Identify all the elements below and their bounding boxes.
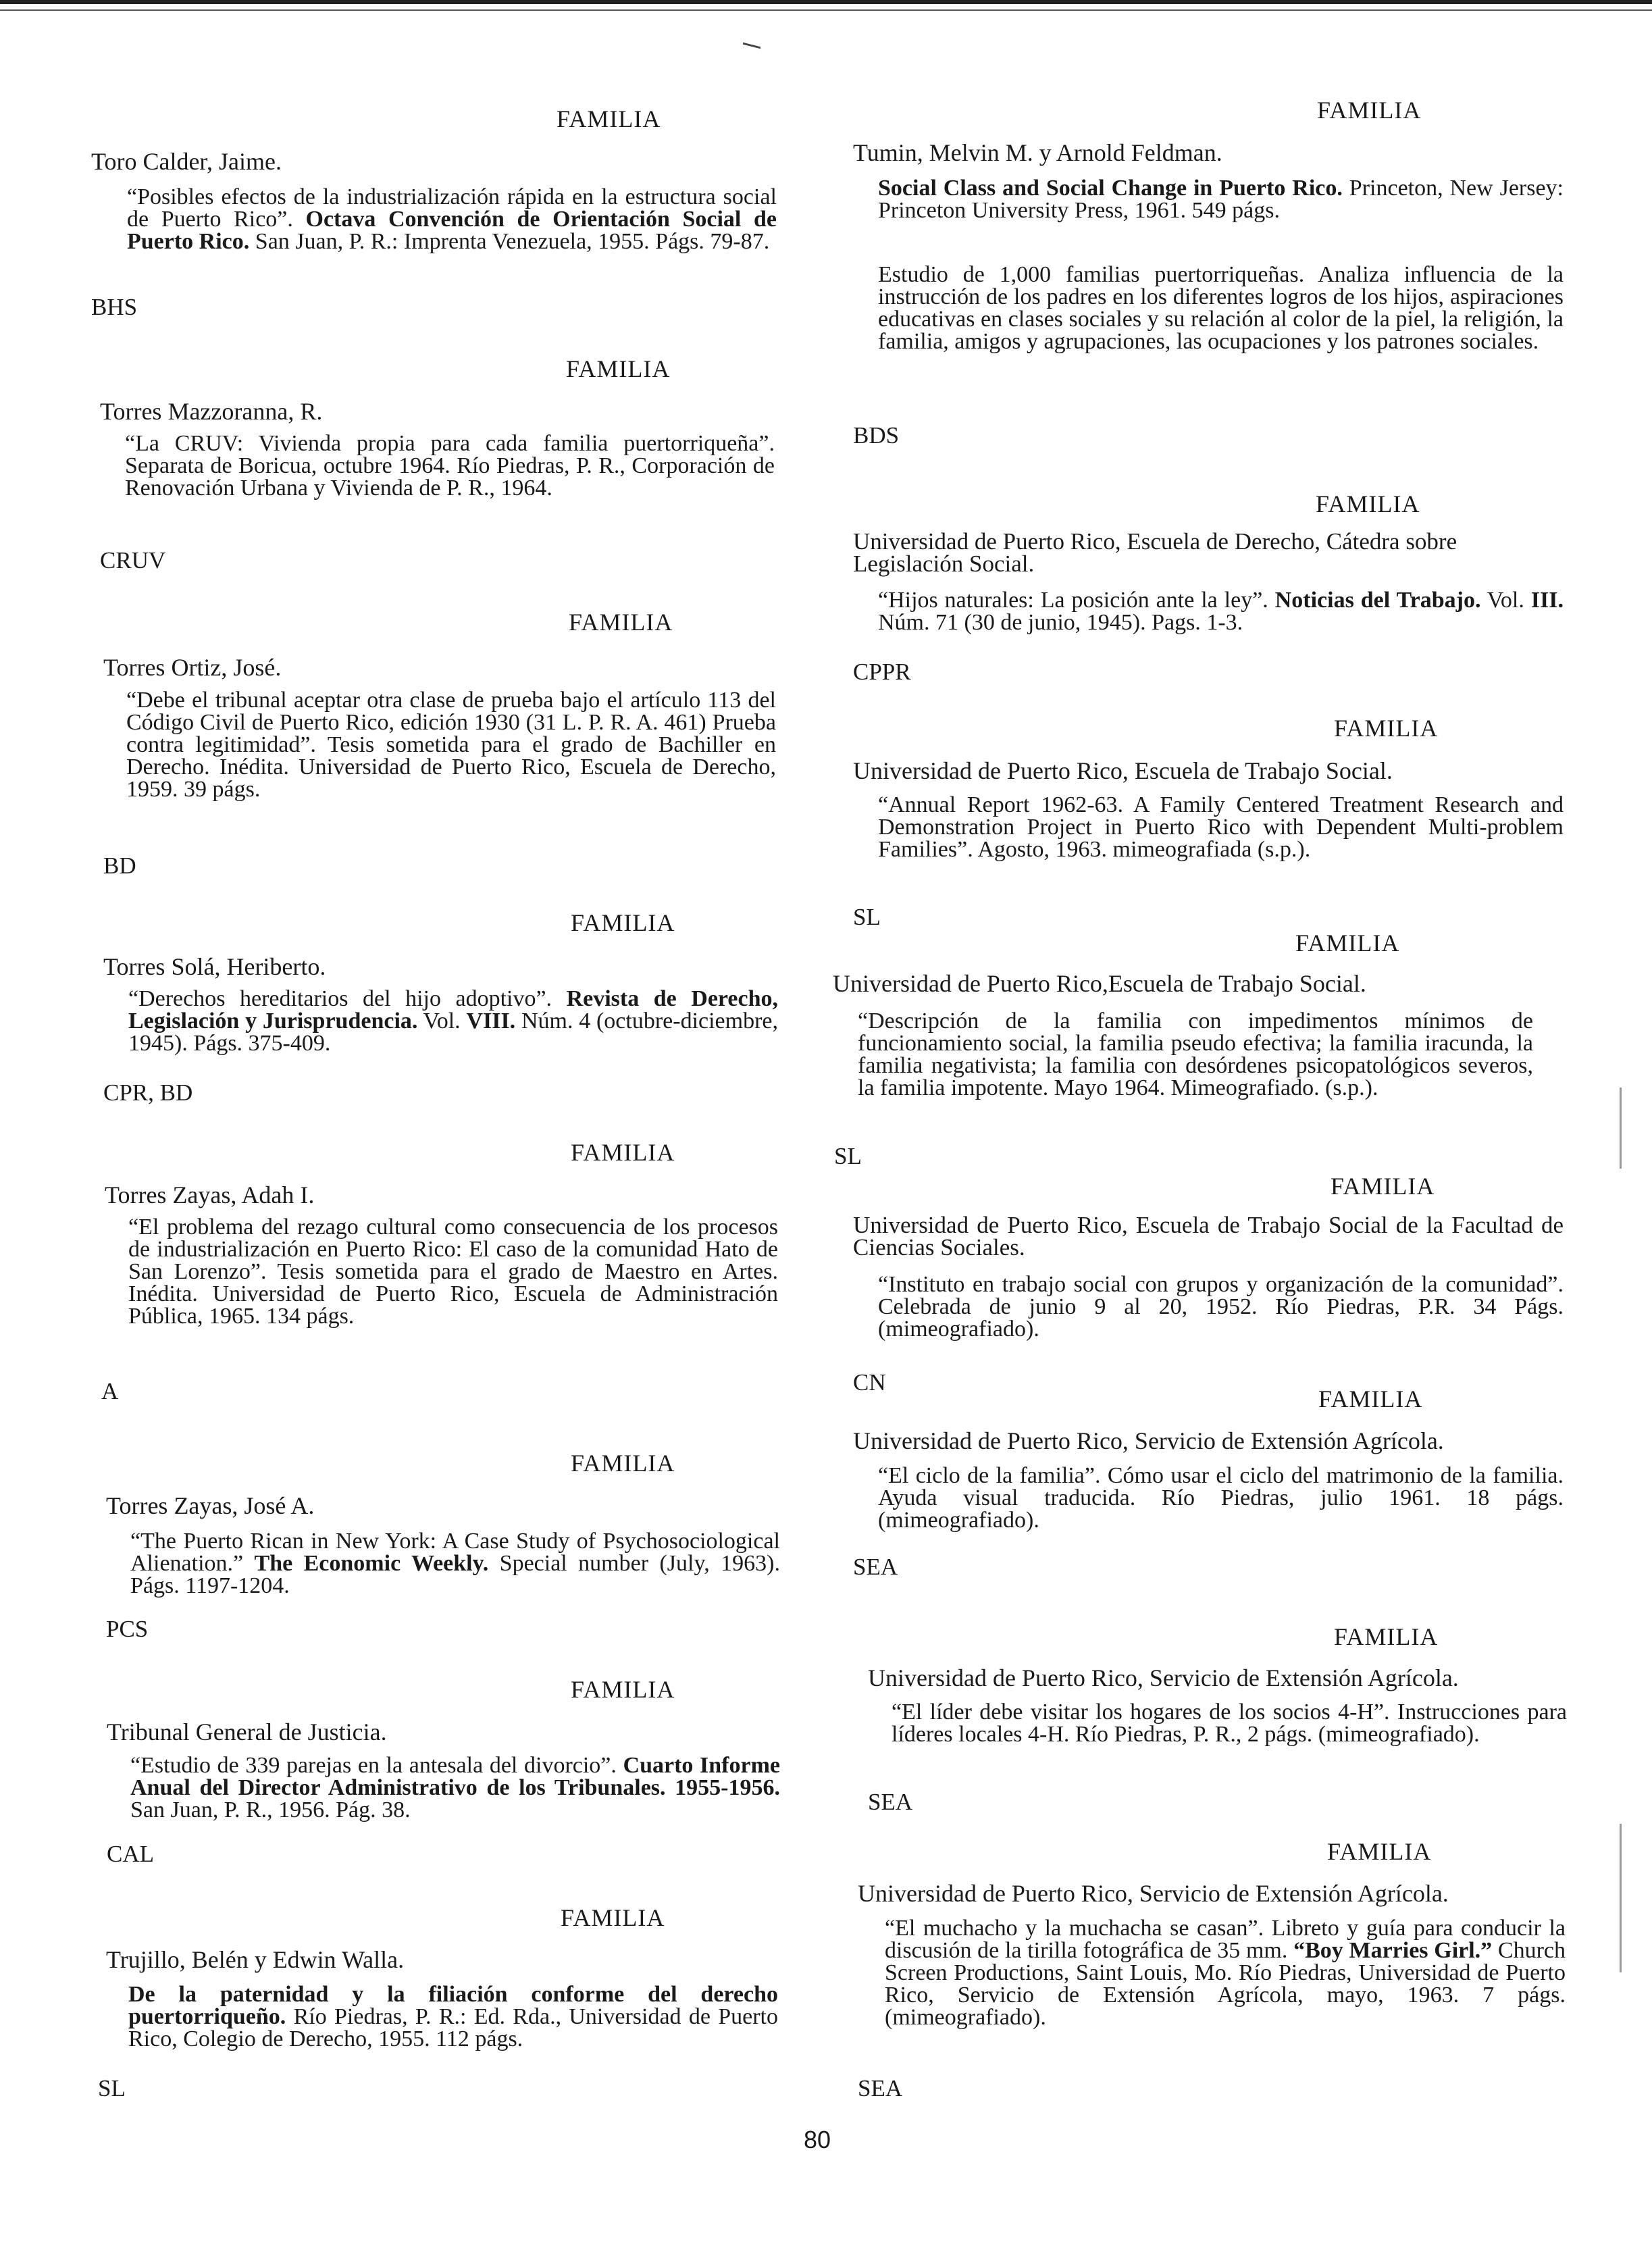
citation-segment: Núm. 4 (octubre-diciembre, 1945). Págs. 375-409.	[128, 1009, 778, 1056]
library-code: SL	[834, 1143, 862, 1169]
library-code: CPPR	[853, 659, 911, 685]
subject-heading: FAMILIA	[1295, 929, 1400, 956]
citation-segment: San Juan, P. R., 1956. Pág. 38.	[130, 1797, 411, 1822]
subject-heading: FAMILIA	[557, 105, 661, 132]
top-scan-border-thin	[0, 9, 1652, 11]
citation-segment: “Posibles efectos de la industrialización rápida en la estructura social de Puerto Rico”.	[127, 184, 777, 232]
citation-bold-segment: Revista de Derecho, Legislación y Jurisprudencia.	[128, 986, 778, 1033]
entry-author: Torres Zayas, Adah I.	[105, 1181, 315, 1208]
library-code: CAL	[107, 1841, 154, 1867]
entry-author: Universidad de Puerto Rico, Escuela de Trabajo Social.	[853, 757, 1393, 784]
entry-author: Tribunal General de Justicia.	[107, 1718, 387, 1745]
citation-segment: “Instituto en trabajo social con grupos y organización de la comunidad”. Celebrada de junio 9 al 20, 1952. Río Piedras, P.R. 34 Págs. (mimeografiado).	[878, 1272, 1564, 1342]
entry-citation	[128, 1983, 778, 2050]
citation-segment: Vol.	[1480, 588, 1531, 613]
scan-mark	[743, 37, 760, 49]
entry-author: Trujillo, Belén y Edwin Walla.	[106, 1946, 405, 1973]
citation-segment: Núm. 71 (30 de junio, 1945). Pags. 1-3.	[878, 610, 1243, 635]
entry-author: Tumin, Melvin M. y Arnold Feldman.	[853, 139, 1222, 166]
citation-segment: “Hijos naturales: La posición ante la ley”.	[878, 588, 1275, 613]
subject-heading: FAMILIA	[571, 1676, 675, 1703]
subject-heading: FAMILIA	[1331, 1173, 1435, 1200]
library-code: SEA	[868, 1789, 913, 1815]
citation-segment: Vol.	[417, 1009, 467, 1033]
subject-heading: FAMILIA	[569, 609, 673, 636]
entry-author: Toro Calder, Jaime.	[91, 148, 282, 175]
entry-author: Torres Ortiz, José.	[103, 654, 282, 681]
library-code: A	[101, 1378, 119, 1404]
subject-heading: FAMILIA	[571, 1139, 675, 1166]
entry-citation	[878, 1464, 1564, 1531]
library-code: CPR, BD	[103, 1079, 193, 1106]
edge-scan-mark	[1620, 1088, 1622, 1169]
citation-segment: “Debe el tribunal aceptar otra clase de prueba bajo el artículo 113 del Código Civil de Puerto Rico, edición 1930 (31 L. P. R. A. 461) Prueba contra legitimidad”. Tesis sometida para el grado de Bachiller en Derecho. Inédita. Universidad de Puerto Rico, Escuela de Derecho, 1959. 39 págs.	[126, 688, 776, 802]
library-code: SEA	[853, 1554, 898, 1580]
library-code: BHS	[91, 294, 138, 320]
library-code: SL	[853, 904, 881, 930]
citation-bold-segment: “Boy Marries Girl.”	[1293, 1938, 1493, 1963]
citation-segment: “Descripción de la familia con impedimentos mínimos de funcionamiento social, la familia pseudo efectiva; la familia iracunda, la familia negativista; la familia con desórdenes psicopatológicos severos, la familia impotente. Mayo 1964. Mimeografiado. (s.p.).	[858, 1009, 1533, 1100]
entry-author: Universidad de Puerto Rico,Escuela de Trabajo Social.	[833, 970, 1366, 997]
citation-bold-segment: Cuarto Informe Anual del Director Administrativo de los Tribunales. 1955-1956.	[130, 1753, 780, 1800]
subject-heading: FAMILIA	[1327, 1838, 1432, 1865]
entry-citation	[858, 1010, 1533, 1099]
entry-citation	[130, 1530, 780, 1597]
entry-citation	[878, 794, 1564, 861]
citation-bold-segment: De la paternidad y la filiación conforme del derecho puertorriqueño.	[128, 1982, 778, 2029]
subject-heading: FAMILIA	[1334, 1623, 1439, 1650]
entry-author: Universidad de Puerto Rico, Servicio de Extensión Agrícola.	[853, 1427, 1444, 1454]
citation-segment: “El muchacho y la muchacha se casan”. Libreto y guía para conducir la discusión de la tirilla fotográfica de 35 mm.	[885, 1916, 1566, 1963]
entry-author: Universidad de Puerto Rico, Servicio de Extensión Agrícola.	[868, 1664, 1459, 1691]
entry-author: Torres Solá, Heriberto.	[103, 953, 326, 980]
citation-segment: Río Piedras, P. R.: Ed. Rda., Universidad de Puerto Rico, Colegio de Derecho, 1955. 112 págs.	[128, 2004, 778, 2051]
citation-segment: “La CRUV: Vivienda propia para cada familia puertorriqueña”. Separata de Boricua, octubre 1964. Río Piedras, P. R., Corporación de Renovación Urbana y Vivienda de P. R., 1964.	[125, 431, 775, 501]
entry-author: Torres Mazzoranna, R.	[100, 398, 323, 425]
library-code: SEA	[858, 2075, 903, 2101]
citation-segment: Special number (July, 1963). Págs. 1197-1204.	[130, 1551, 780, 1598]
citation-segment: Princeton, New Jersey: Princeton University Press, 1961. 549 págs.	[878, 176, 1564, 223]
entry-author: Universidad de Puerto Rico, Escuela de Trabajo Social de la Facultad de Ciencias Sociales.	[853, 1212, 1564, 1260]
entry-citation	[128, 988, 778, 1054]
entry-author: Universidad de Puerto Rico, Servicio de Extensión Agrícola.	[858, 1880, 1449, 1907]
entry-citation	[878, 177, 1564, 222]
library-code: CN	[853, 1369, 886, 1396]
subject-heading: FAMILIA	[1318, 1385, 1423, 1412]
entry-citation	[878, 589, 1564, 634]
citation-segment: San Juan, P. R.: Imprenta Venezuela, 1955. Págs. 79-87.	[249, 229, 770, 254]
entry-citation	[125, 432, 775, 499]
subject-heading: FAMILIA	[571, 909, 675, 936]
citation-segment: Church Screen Productions, Saint Louis, Mo. Río Piedras, Universidad de Puerto Rico, Servicio de Extensión Agrícola, mayo, 1963. 7 págs. (mimeografiado).	[885, 1938, 1566, 2030]
entry-citation	[130, 1754, 780, 1821]
library-code: PCS	[106, 1616, 149, 1642]
subject-heading: FAMILIA	[571, 1450, 675, 1477]
entry-annotation: Estudio de 1,000 familias puertorriqueñas. Analiza influencia de la instrucción de los padres en los diferentes logros de los hijos, aspiraciones educativas en clases sociales y su relación al color de la piel, la religión, la familia, amigos y agrupaciones, las ocupaciones y los patrones sociales.	[878, 262, 1564, 354]
entry-citation	[127, 186, 777, 253]
citation-segment: “Annual Report 1962-63. A Family Centered Treatment Research and Demonstration Project in Puerto Rico with Dependent Multi-problem Families”. Agosto, 1963. mimeografiada (s.p.).	[878, 792, 1564, 862]
page-number: 80	[804, 2126, 831, 2153]
entry-citation	[126, 689, 776, 800]
citation-segment: “El problema del rezago cultural como consecuencia de los procesos de industrialización en Puerto Rico: El caso de la comunidad Hato de San Lorenzo”. Tesis sometida para el grado de Maestro en Artes. Inédita. Universidad de Puerto Rico, Escuela de Administración Pública, 1965. 134 págs.	[128, 1215, 778, 1329]
edge-scan-mark	[1620, 1824, 1622, 1972]
subject-heading: FAMILIA	[566, 355, 671, 382]
subject-heading: FAMILIA	[561, 1904, 665, 1931]
citation-bold-segment: VIII.	[466, 1009, 516, 1033]
subject-heading: FAMILIA	[1316, 490, 1420, 517]
citation-bold-segment: The Economic Weekly.	[254, 1551, 489, 1576]
citation-segment: “Derechos hereditarios del hijo adoptivo”.	[128, 986, 567, 1011]
library-code: BD	[103, 852, 136, 879]
subject-heading: FAMILIA	[1334, 715, 1439, 742]
library-code: CRUV	[100, 547, 166, 573]
library-code: BDS	[853, 422, 900, 449]
entry-citation	[885, 1917, 1566, 2028]
entry-citation	[892, 1701, 1567, 1745]
entry-citation	[128, 1216, 778, 1327]
entry-author: Universidad de Puerto Rico, Escuela de Derecho, Cátedra sobre Legislación Social.	[853, 528, 1457, 577]
citation-bold-segment: Octava Convención de Orientación Social de Puerto Rico.	[127, 207, 777, 254]
citation-bold-segment: III.	[1530, 588, 1564, 613]
citation-segment: “Estudio de 339 parejas en la antesala del divorcio”.	[130, 1753, 623, 1778]
top-scan-border	[0, 0, 1652, 4]
citation-bold-segment: Social Class and Social Change in Puerto Rico.	[878, 176, 1343, 201]
citation-bold-segment: Noticias del Trabajo.	[1274, 588, 1481, 613]
citation-segment: “El ciclo de la familia”. Cómo usar el ciclo del matrimonio de la familia. Ayuda visual traducida. Río Piedras, julio 1961. 18 págs. (mimeografiado).	[878, 1463, 1564, 1533]
entry-citation	[878, 1273, 1564, 1340]
citation-segment: “El líder debe visitar los hogares de los socios 4-H”. Instrucciones para líderes locales 4-H. Río Piedras, P. R., 2 págs. (mimeografiado).	[892, 1700, 1567, 1747]
entry-author: Torres Zayas, José A.	[106, 1492, 315, 1519]
citation-segment: “The Puerto Rican in New York: A Case Study of Psychosociological Alienation.”	[130, 1529, 780, 1576]
subject-heading: FAMILIA	[1317, 97, 1422, 124]
library-code: SL	[98, 2075, 126, 2101]
